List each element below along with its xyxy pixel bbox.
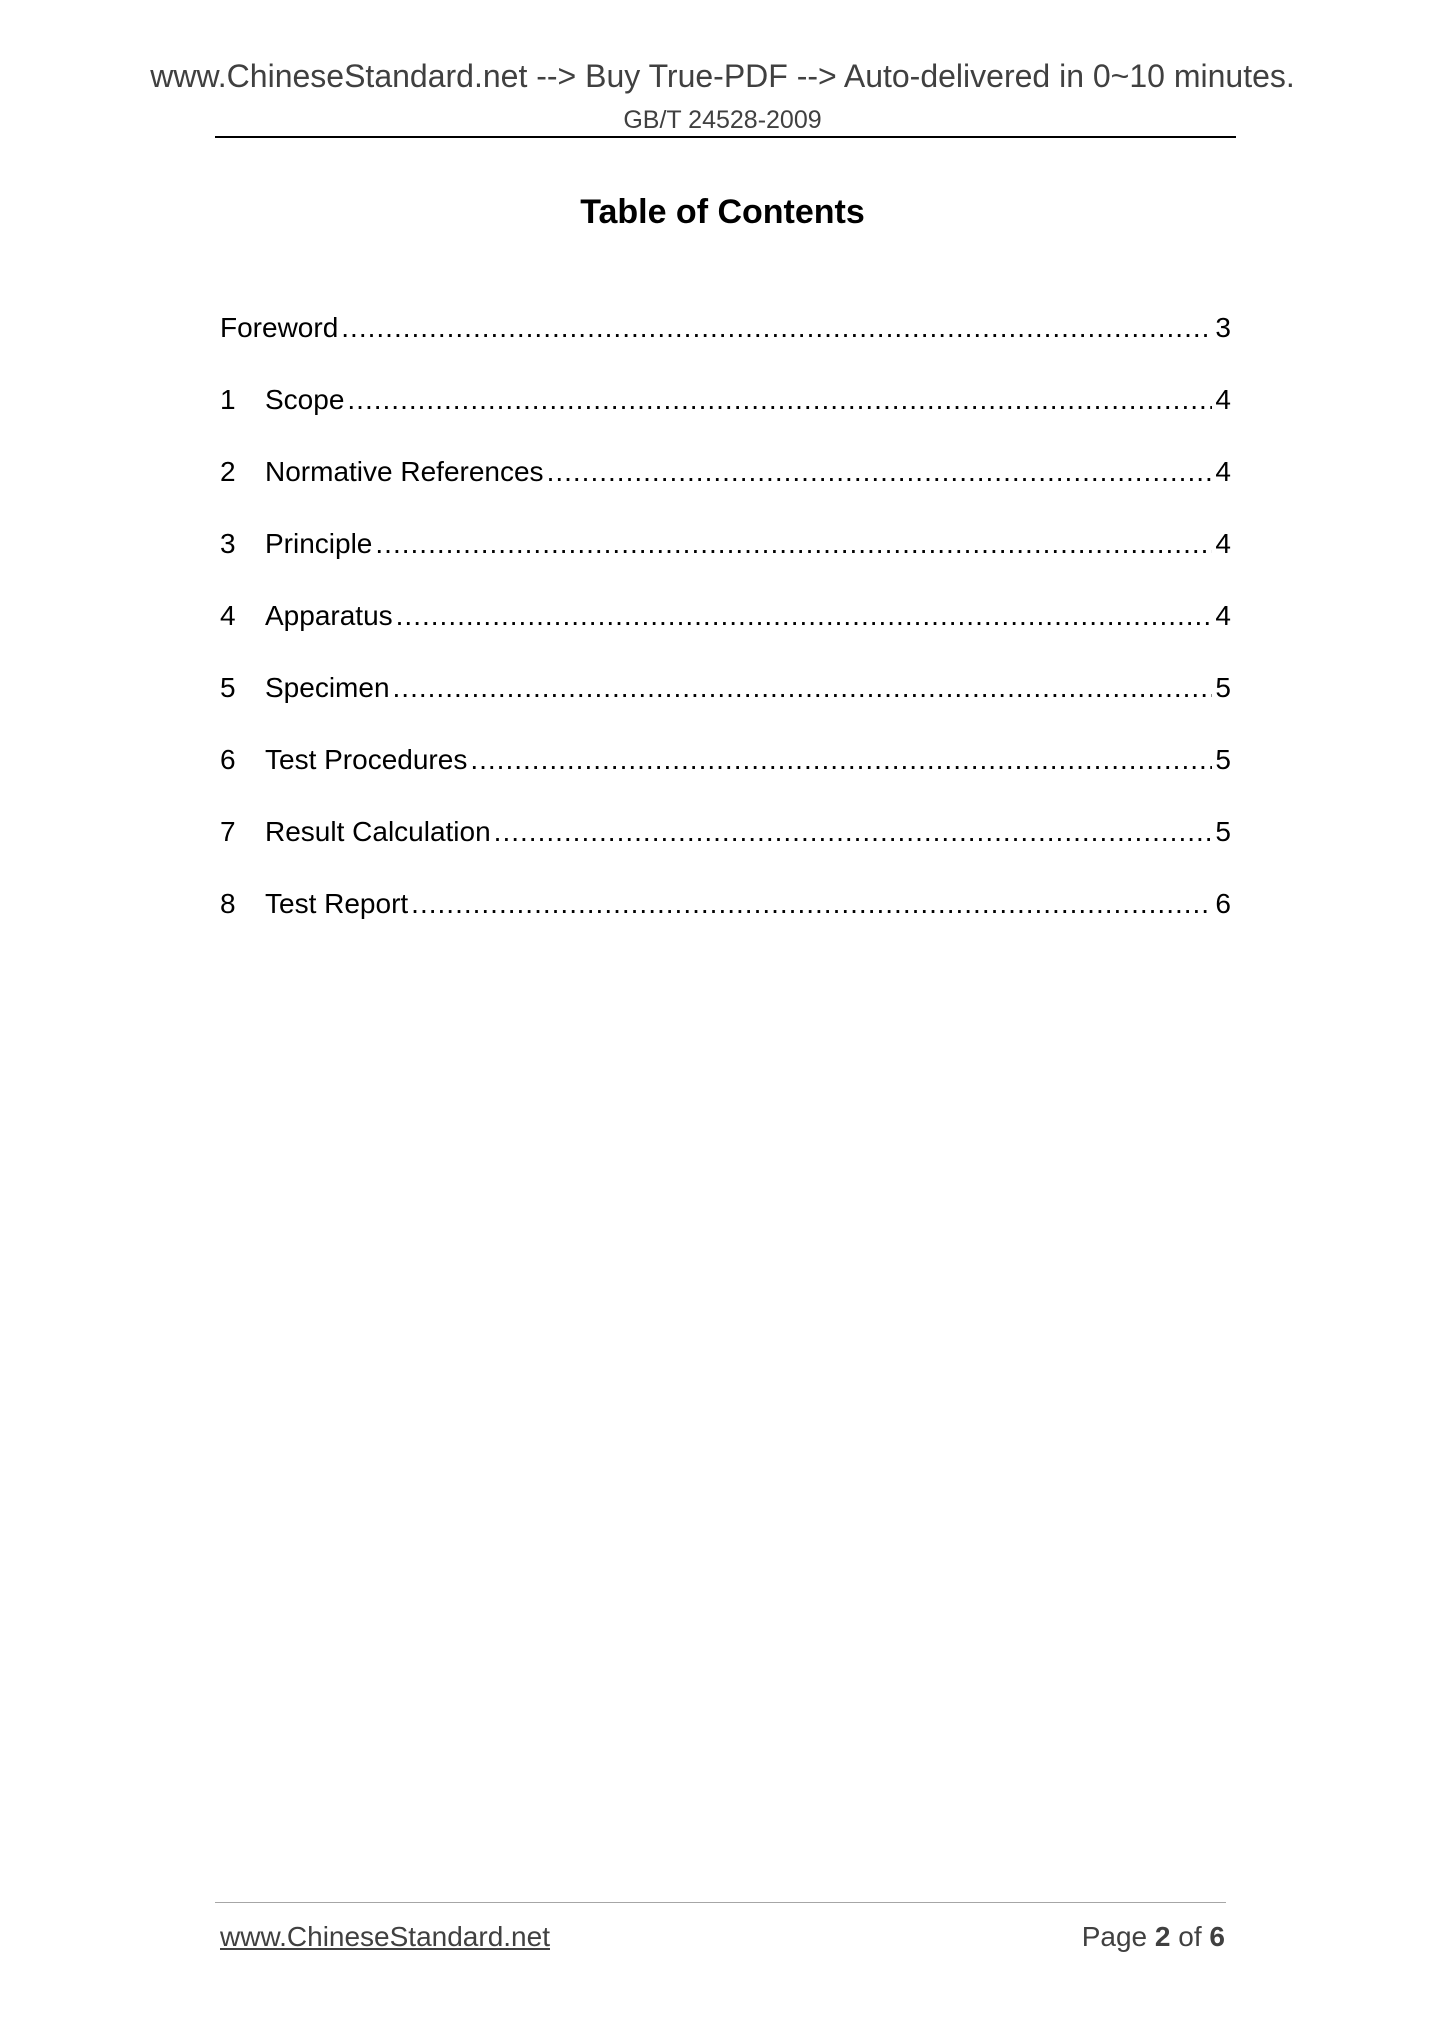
toc-entry-test-report[interactable] xyxy=(220,888,1231,960)
footer-divider xyxy=(215,1902,1226,1903)
toc-entry-label: Result Calculation xyxy=(265,816,491,847)
toc-entry-number: 7 xyxy=(220,816,236,847)
toc-entry-apparatus[interactable] xyxy=(220,600,1231,672)
footer-site-link[interactable]: www.ChineseStandard.net xyxy=(220,1921,550,1952)
header-banner: www.ChineseStandard.net --> Buy True-PDF --> Auto-delivered in 0~10 minutes. xyxy=(150,58,1295,94)
toc-entry-page: 4 xyxy=(1215,528,1231,559)
toc-entry-number: 6 xyxy=(220,744,236,775)
toc-dot-leader xyxy=(375,528,1212,560)
toc-entry-label: Apparatus xyxy=(265,600,393,631)
toc-dot-leader xyxy=(341,312,1212,344)
page-title: Table of Contents xyxy=(580,193,865,231)
toc-entry-result-calculation[interactable] xyxy=(220,816,1231,888)
toc-entry-label: Scope xyxy=(265,384,345,415)
toc-entry-page: 4 xyxy=(1215,456,1231,487)
toc-entry-number: 5 xyxy=(220,672,236,703)
page-word: Page xyxy=(1081,1921,1148,1952)
document-code: GB/T 24528-2009 xyxy=(623,106,822,134)
toc-entry-number: 3 xyxy=(220,528,236,559)
toc-dot-leader xyxy=(396,600,1213,632)
toc-entry-number: 4 xyxy=(220,600,236,631)
toc-entry-page: 5 xyxy=(1215,744,1231,775)
toc-entry-number: 2 xyxy=(220,456,236,487)
toc-entry-page: 6 xyxy=(1215,888,1231,919)
toc-dot-leader xyxy=(547,456,1213,488)
toc-dot-leader xyxy=(347,384,1212,416)
toc-dot-leader xyxy=(494,816,1213,848)
page-number xyxy=(1082,1921,1225,1953)
toc-entry-page: 4 xyxy=(1215,600,1231,631)
toc-entry-label: Principle xyxy=(265,528,373,559)
toc-entry-number: 1 xyxy=(220,384,236,415)
toc-entry-test-procedures[interactable] xyxy=(220,744,1231,816)
toc-entry-normative-references[interactable] xyxy=(220,456,1231,528)
toc-entry-page: 5 xyxy=(1215,672,1231,703)
of-word: of xyxy=(1178,1921,1202,1952)
toc-entry-label: Test Procedures xyxy=(265,744,468,775)
total-page-count: 6 xyxy=(1209,1921,1225,1952)
toc-entry-number: 8 xyxy=(220,888,236,919)
toc-entry-scope[interactable] xyxy=(220,384,1231,456)
toc-entry-label: Foreword xyxy=(220,312,339,343)
toc-list xyxy=(220,312,1231,960)
toc-entry-page: 4 xyxy=(1215,384,1231,415)
header-divider xyxy=(215,136,1236,138)
toc-entry-label: Test Report xyxy=(265,888,409,919)
toc-dot-leader xyxy=(470,744,1212,776)
toc-entry-foreword[interactable] xyxy=(220,312,1231,384)
toc-entry-label: Normative References xyxy=(265,456,544,487)
current-page-number: 2 xyxy=(1154,1921,1171,1952)
toc-entry-page: 5 xyxy=(1215,816,1231,847)
toc-entry-page: 3 xyxy=(1215,312,1231,343)
toc-entry-principle[interactable] xyxy=(220,528,1231,600)
toc-dot-leader xyxy=(411,888,1212,920)
toc-entry-specimen[interactable] xyxy=(220,672,1231,744)
toc-dot-leader xyxy=(393,672,1213,704)
toc-entry-label: Specimen xyxy=(265,672,390,703)
